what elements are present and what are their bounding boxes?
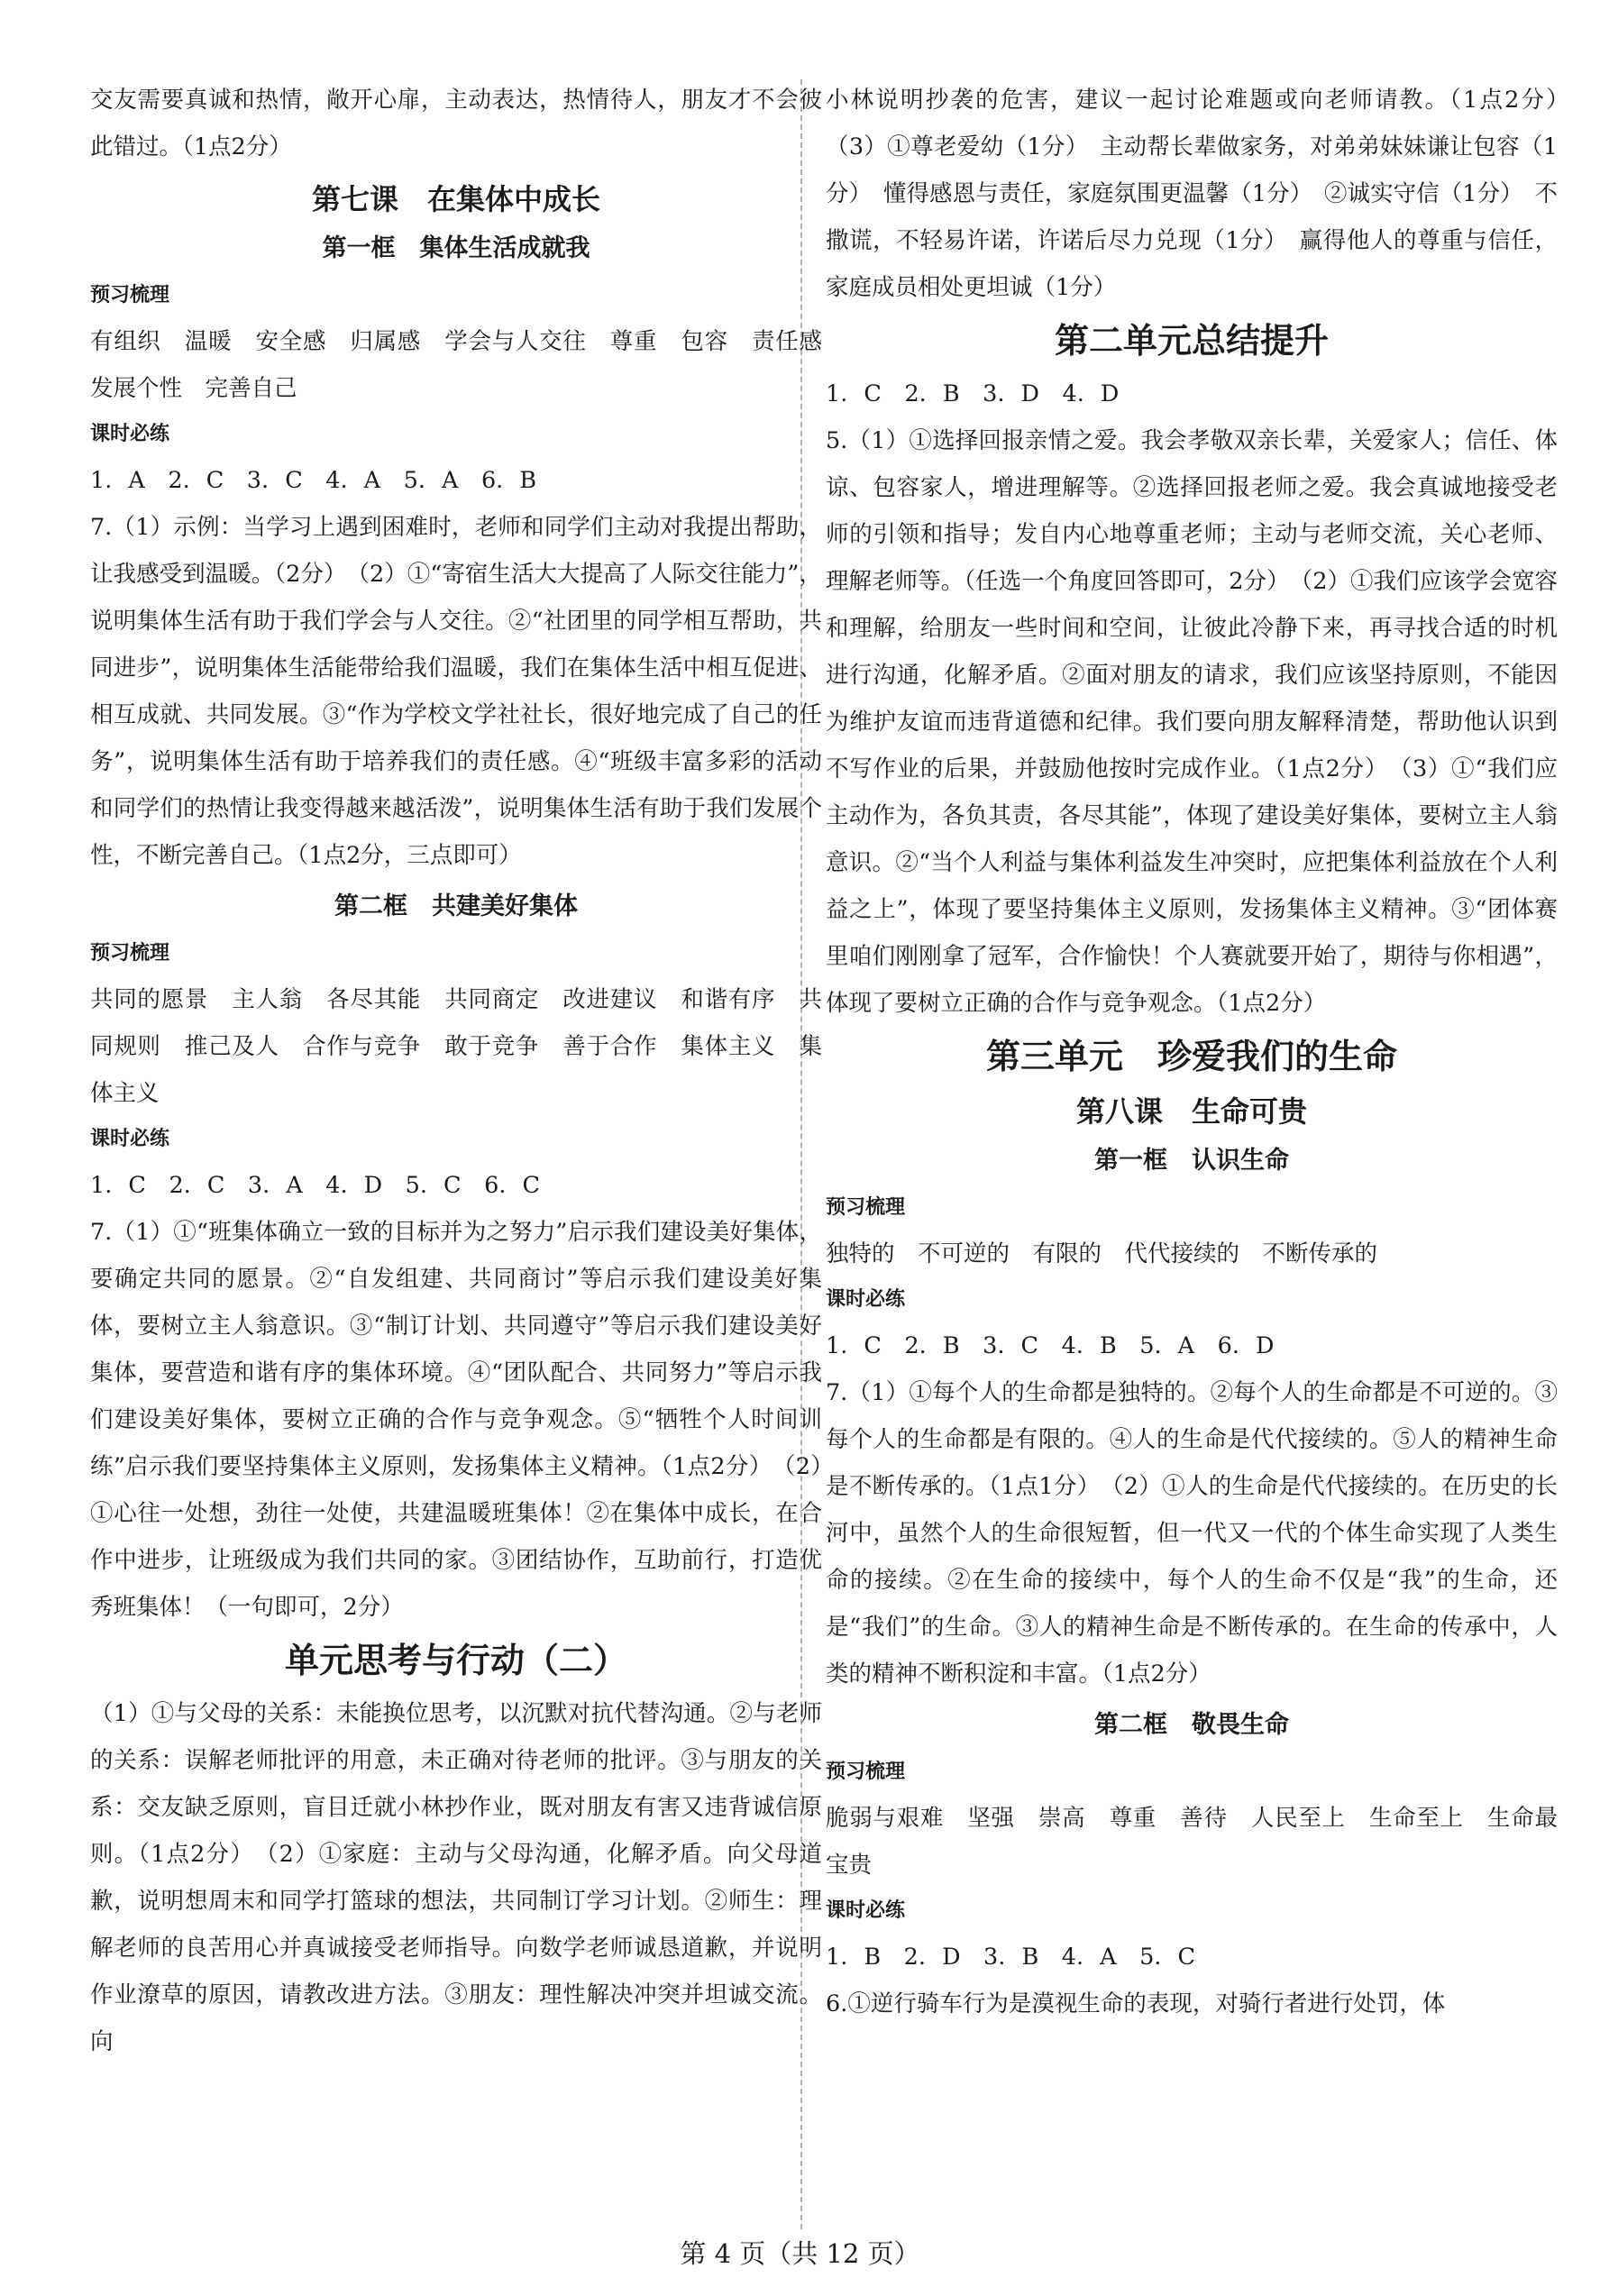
frame-2-title: 第二框 共建美好集体 (334, 892, 578, 920)
lesson-8-frame-1-preview-label: 预习梳理 (826, 1196, 906, 1219)
lesson-8-frame-1-title: 第一框 认识生命 (1094, 1147, 1289, 1175)
lesson-8-frame-1-question-7: 7.（1）①每个人的生命都是独特的。②每个人的生命都是不可逆的。③每个人的生命都是有限的。④人的生命是代代接续的。⑤人的精神生命是不断传承的。（1点1分） （2）①人的生命是代代接续的。在历史的长河中，虽然个人的生命很短暂，但一代又一代的个体生命实现了人类生命的接续。②在生命的接续中，每个人的生命不仅是“我”的生命，还是“我们”的生命。③人的精神生命是不断传承的。在生命的传承中，人类的精神不断积淀和丰富。（1点2分） (826, 1379, 1558, 1688)
frame-1-answers: 1. A 2. C 3. C 4. A 5. A 6. B (90, 467, 537, 494)
frame-1-preview-terms: 有组织 温暖 安全感 归属感 学会与人交往 尊重 包容 责任感 发展个性 完善自己 (90, 328, 846, 402)
frame-2-preview-terms: 共同的愿景 主人翁 各尽其能 共同商定 改进建议 和谐有序 共同规则 推己及人 合作与竞争 敢于竞争 善于合作 集体主义 集体主义 (90, 986, 822, 1107)
lesson-7-title: 第七课 在集体中成长 (311, 182, 600, 216)
unit-think-title: 单元思考与行动（二） (284, 1641, 627, 1680)
frame-2-practice-label: 课时必练 (90, 1128, 170, 1150)
lesson-8-frame-2-title: 第二框 敬畏生命 (1094, 1711, 1289, 1739)
frame-1-question-7: 7.（1）示例：当学习上遇到困难时，老师和同学们主动对我提出帮助，让我感受到温暖。（2分） （2）①“寄宿生活大大提高了人际交往能力”，说明集体生活有助于我们学会与人交往。②“社团里的同学相互帮助，共同进步”，说明集体生活能带给我们温暖，我们在集体生活中相互促进、相互成就、共同发展。③“作为学校文学社社长，很好地完成了自己的任务”，说明集体生活有助于培养我们的责任感。④“班级丰富多彩的活动和同学们的热情让我变得越来越活泼”，说明集体生活有助于我们发展个性，不断完善自己。（1点2分，三点即可） (90, 514, 822, 869)
page-footer: 第 4 页（共 12 页） (680, 2238, 920, 2269)
frame-2-preview-label: 预习梳理 (90, 942, 170, 965)
lesson-8-frame-2-preview-label: 预习梳理 (826, 1761, 906, 1783)
frame-1-title: 第一框 集体生活成就我 (322, 234, 590, 262)
lesson-8-frame-2-question-6: 6.①逆行骑车行为是漠视生命的表现，对骑行者进行处罚，体 (826, 1990, 1446, 2017)
frame-2-question-7: 7.（1）①“班集体确立一致的目标并为之努力”启示我们建设美好集体，要确定共同的愿景。②“自发组建、共同商讨”等启示我们建设美好集体，要树立主人翁意识。③“制订计划、共同遵守”等启示我们建设美好集体，要营造和谐有序的集体环境。④“团队配合、共同努力”等启示我们建设美好集体，要树立正确的合作与竞争观念。⑤“牺牲个人时间训练”启示我们要坚持集体主义原则，发扬集体主义精神。（1点2分） （2）①心往一处想，劲往一处使，共建温暖班集体！②在集体中成长，在合作中进步，让班级成为我们共同的家。③团结协作，互助前行，打造优秀班集体！（一句即可，2分） (90, 1219, 822, 1621)
lesson-8-frame-1-answers: 1. C 2. B 3. C 4. B 5. A 6. D (826, 1332, 1275, 1359)
unit-think-text: （1）①与父母的关系：未能换位思考，以沉默对抗代替沟通。②与老师的关系：误解老师批评的用意，未正确对待老师的批评。③与朋友的关系：交友缺乏原则，盲目迁就小林抄作业，既对朋友有害又违背诚信原则。（1点2分） （2）①家庭：主动与父母沟通，化解矛盾。向父母道歉，说明想周末和同学打篮球的想法，共同制订学习计划。②师生：理解老师的良苦用心并真诚接受老师指导。向数学老师诚恳道歉，并说明作业潦草的原因，请教改进方法。③朋友：理性解决冲突并坦诚交流。向 (90, 1700, 822, 2055)
unit-2-answers: 1. C 2. B 3. D 4. D (826, 380, 1120, 407)
lesson-8-title: 第八课 生命可贵 (1075, 1094, 1307, 1129)
frame-2-answers: 1. C 2. C 3. A 4. D 5. C 6. C (90, 1172, 541, 1199)
unit-3-title: 第三单元 珍爱我们的生命 (985, 1037, 1397, 1076)
unit-2-summary-title: 第二单元总结提升 (1054, 321, 1329, 361)
lesson-8-frame-2-practice-label: 课时必练 (826, 1899, 906, 1922)
lesson-8-frame-1-practice-label: 课时必练 (826, 1288, 906, 1311)
frame-1-preview-label: 预习梳理 (90, 284, 170, 306)
unit-2-question-5: 5.（1）①选择回报亲情之爱。我会孝敬双亲长辈，关爱家人；信任、体谅、包容家人，增进理解等。②选择回报老师之爱。我会真诚地接受老师的引领和指导；发自内心地尊重老师；主动与老师交流，关心老师、理解老师等。（任选一个角度回答即可，2分） （2）①我们应该学会宽容和理解，给朋友一些时间和空间，让彼此冷静下来，再寻找合适的时机进行沟通，化解矛盾。②面对朋友的请求，我们应该坚持原则，不能因为维护友谊而违背道德和纪律。我们要向朋友解释清楚，帮助他认识到不写作业的后果，并鼓励他按时完成作业。（1点2分） （3）①“我们应主动作为，各负其责，各尽其能”，体现了建设美好集体，要树立主人翁意识。②“当个人利益与集体利益发生冲突时，应把集体利益放在个人利益之上”，体现了要坚持集体主义原则，发扬集体主义精神。③“团体赛里咱们刚刚拿了冠军，合作愉快！个人赛就要开始了，期待与你相遇”，体现了要树立正确的合作与竞争观念。（1点2分） (826, 427, 1558, 1017)
lesson-8-frame-1-preview-terms: 独特的 不可逆的 有限的 代代接续的 不断传承的 (826, 1240, 1378, 1267)
right-column (826, 77, 1581, 2027)
lesson-8-frame-2-preview-terms: 脆弱与艰难 坚强 崇高 尊重 善待 人民至上 生命至上 生命最宝贵 (826, 1805, 1558, 1879)
lesson-8-frame-2-answers: 1. B 2. D 3. B 4. A 5. C (826, 1944, 1196, 1971)
frame-1-practice-label: 课时必练 (90, 423, 170, 445)
continued-text: 小林说明抄袭的危害，建议一起讨论难题或向老师请教。（1点2分） （3）①尊老爱幼（1分） 主动帮长辈做家务，对弟弟妹妹谦让包容（1分） 懂得感恩与责任，家庭氛围更温馨（1分） ②诚实守信（1分） 不撒谎，不轻易许诺，许诺后尽力兑现（1分） 赢得他人的尊重与信任，家庭成员相处更坦诚（1分） (826, 87, 1581, 301)
intro-text: 交友需要真诚和热情，敞开心扉，主动表达，热情待人，朋友才不会彼此错过。（1点2分） (90, 87, 822, 160)
left-column (90, 77, 846, 2065)
